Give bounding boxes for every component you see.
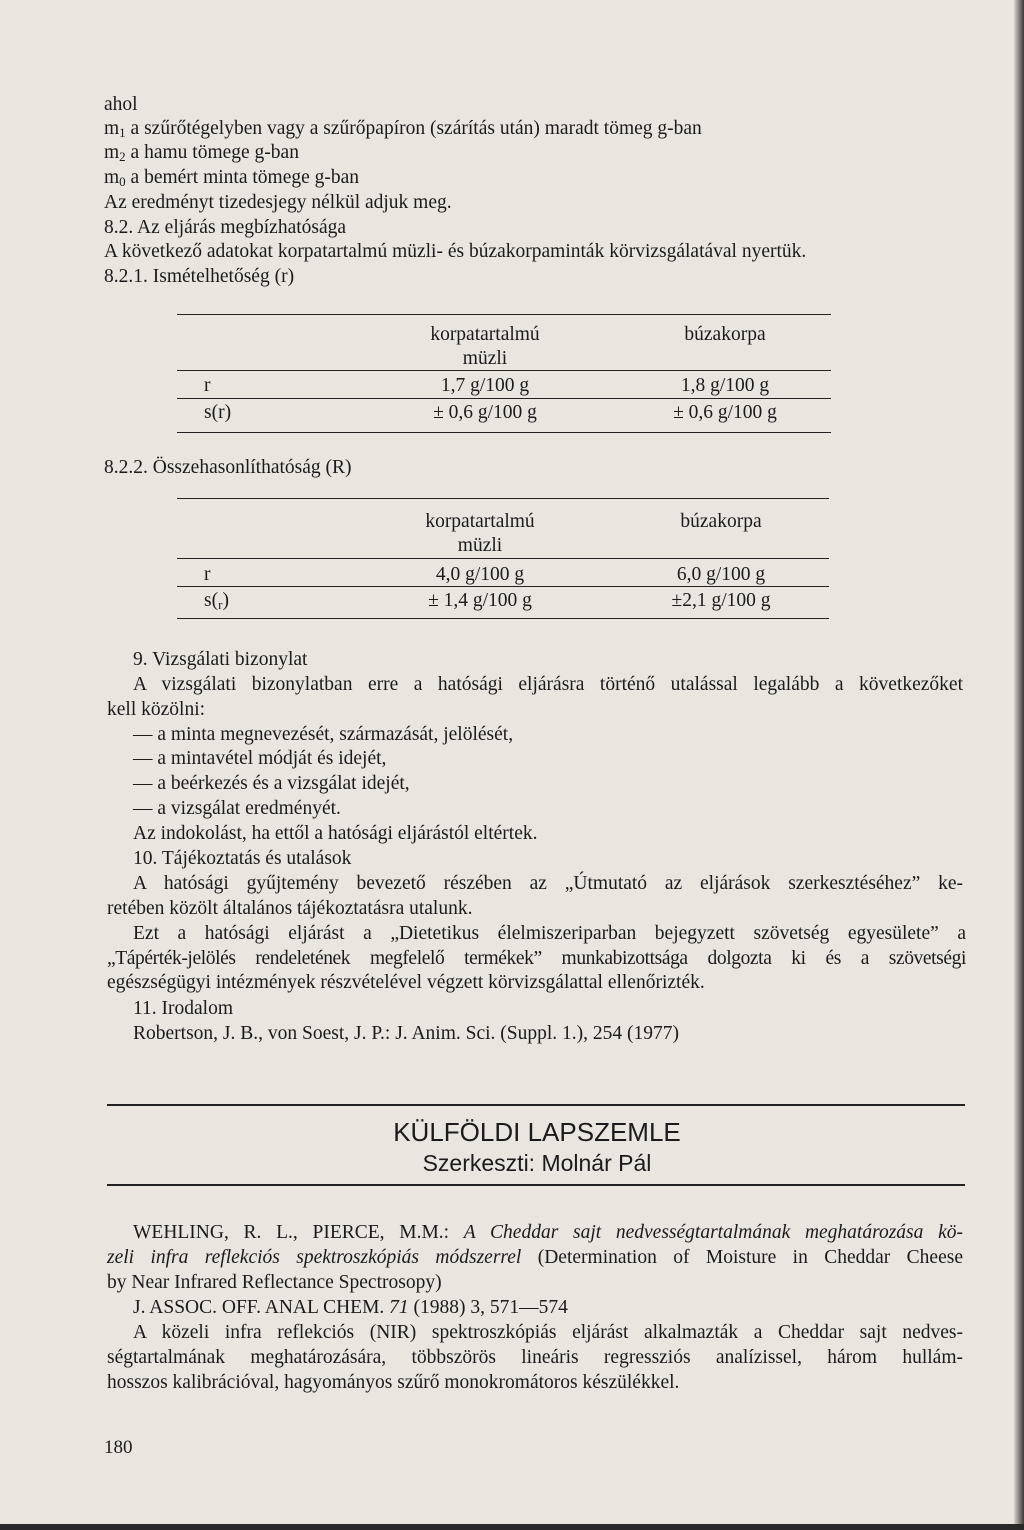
journal-reference: J. ASSOC. OFF. ANAL CHEM. 71 (1988) 3, 571—574	[133, 1297, 568, 1318]
definition-m2: $m_2$ a hamu tömege g-ban	[104, 142, 299, 164]
definition-m1: $m_1$ a szűrőtégelyben vagy a szűrőpapíron (szárítás után) maradt tömeg g-ban	[104, 118, 702, 140]
table-rule	[177, 586, 829, 587]
table-cell: ± 0,6 g/100 g	[433, 402, 537, 423]
review-citation: zeli infra reflekciós spektroszkópiás módszerrel (Determination of Moisture in Cheddar Cheese	[107, 1247, 963, 1268]
text-line: Az eredményt tizedesjegy nélkül adjuk meg.	[104, 192, 452, 213]
table-header: müzli	[462, 348, 508, 369]
table-rule	[177, 558, 829, 559]
table-row-label: s(r)	[204, 402, 232, 423]
table-row-label: r	[204, 564, 211, 585]
table-rule	[177, 618, 829, 619]
section-rule	[107, 1104, 965, 1106]
abstract-line: A közeli infra reflekciós (NIR) spektroszkópiás eljárást alkalmazták a Cheddar sajt nedves-	[133, 1322, 963, 1343]
paragraph-line: Az indokolást, ha ettől a hatósági eljárástól eltértek.	[133, 823, 538, 844]
definition-m0: $m_0$ a bemért minta tömege g-ban	[104, 167, 360, 189]
table-cell: 6,0 g/100 g	[676, 564, 766, 585]
list-item: — a vizsgálat eredményét.	[133, 798, 341, 819]
reference: Robertson, J. B., von Soest, J. P.: J. Anim. Sci. (Suppl. 1.), 254 (1977)	[133, 1023, 680, 1044]
paragraph-line: Ezt a hatósági eljárást a „Dietetikus élelmiszeriparban bejegyzett szövetség egyesülete” a	[133, 923, 966, 944]
section-heading: 10. Tájékoztatás és utalások	[133, 848, 352, 869]
list-item: — a minta megnevezését, származását, jelölését,	[133, 724, 514, 745]
table-rule	[177, 498, 829, 499]
table-header: búzakorpa	[680, 511, 762, 532]
text-line: A következő adatokat korpatartalmú müzli- és búzakorpaminták körvizsgálatával nyertük.	[104, 241, 807, 262]
section-rule	[107, 1184, 965, 1186]
paragraph-line: A hatósági gyűjtemény bevezető részében az „Útmutató az eljárások szerkesztéséhez” ke-	[133, 873, 963, 894]
section-heading: 8.2. Az eljárás megbízhatósága	[104, 217, 347, 238]
abstract-line: hosszos kalibrációval, hagyományos szűrő monokromátoros készülékkel.	[107, 1372, 680, 1393]
page-edge	[0, 1524, 1024, 1530]
page-edge	[1014, 0, 1024, 1530]
section-heading: 8.2.1. Ismételhetőség (r)	[104, 266, 295, 287]
abstract-line: ségtartalmának meghatározására, többszörös lineáris regressziós analízissel, három hullám-	[107, 1347, 963, 1368]
section-heading: 11. Irodalom	[133, 998, 234, 1019]
paragraph-line: A vizsgálati bizonylatban erre a hatósági eljárásra történő utalással legalább a következőket	[133, 674, 963, 695]
table-cell: ± 1,4 g/100 g	[428, 590, 532, 611]
table-cell: 1,7 g/100 g	[440, 375, 530, 396]
table-row-label: r	[204, 375, 211, 396]
section-title: KÜLFÖLDI LAPSZEMLE	[393, 1117, 681, 1147]
table-header: korpatartalmú	[425, 511, 535, 532]
table-header: korpatartalmú	[430, 324, 540, 345]
text-line: ahol	[104, 94, 138, 115]
review-citation: WEHLING, R. L., PIERCE, M.M.: A Cheddar sajt nedvességtartalmának meghatározása kö-	[133, 1222, 963, 1243]
section-heading: 9. Vizsgálati bizonylat	[133, 649, 308, 670]
paragraph-line: „Tápérték-jelölés rendeletének megfelelő termékek” munkabizottsága dolgozta ki és a szövetségi	[107, 948, 966, 969]
review-citation: by Near Infrared Reflectance Spectrosopy)	[107, 1272, 442, 1293]
table-cell: 4,0 g/100 g	[435, 564, 525, 585]
paragraph-line: kell közölni:	[107, 699, 206, 720]
table-row-label: $s(_r)$	[204, 590, 229, 612]
table-cell: ±2,1 g/100 g	[671, 590, 771, 611]
list-item: — a beérkezés és a vizsgálat idejét,	[133, 773, 410, 794]
table-rule	[177, 398, 831, 399]
table-header: búzakorpa	[684, 324, 766, 345]
page-number: 180	[104, 1437, 133, 1458]
section-subtitle: Szerkeszti: Molnár Pál	[422, 1150, 652, 1176]
section-heading: 8.2.2. Összehasonlíthatóság (R)	[104, 457, 352, 478]
table-rule	[177, 370, 831, 371]
paragraph-line: retében közölt általános tájékoztatásra utalunk.	[107, 898, 473, 919]
table-header: müzli	[457, 535, 503, 556]
table-cell: ± 0,6 g/100 g	[673, 402, 777, 423]
list-item: — a mintavétel módját és idejét,	[133, 748, 387, 769]
table-cell: 1,8 g/100 g	[680, 375, 770, 396]
paragraph-line: egészségügyi intézmények részvételével végzett körvizsgálattal ellenőrizték.	[107, 972, 705, 993]
table-rule	[177, 314, 831, 315]
table-rule	[177, 432, 831, 433]
